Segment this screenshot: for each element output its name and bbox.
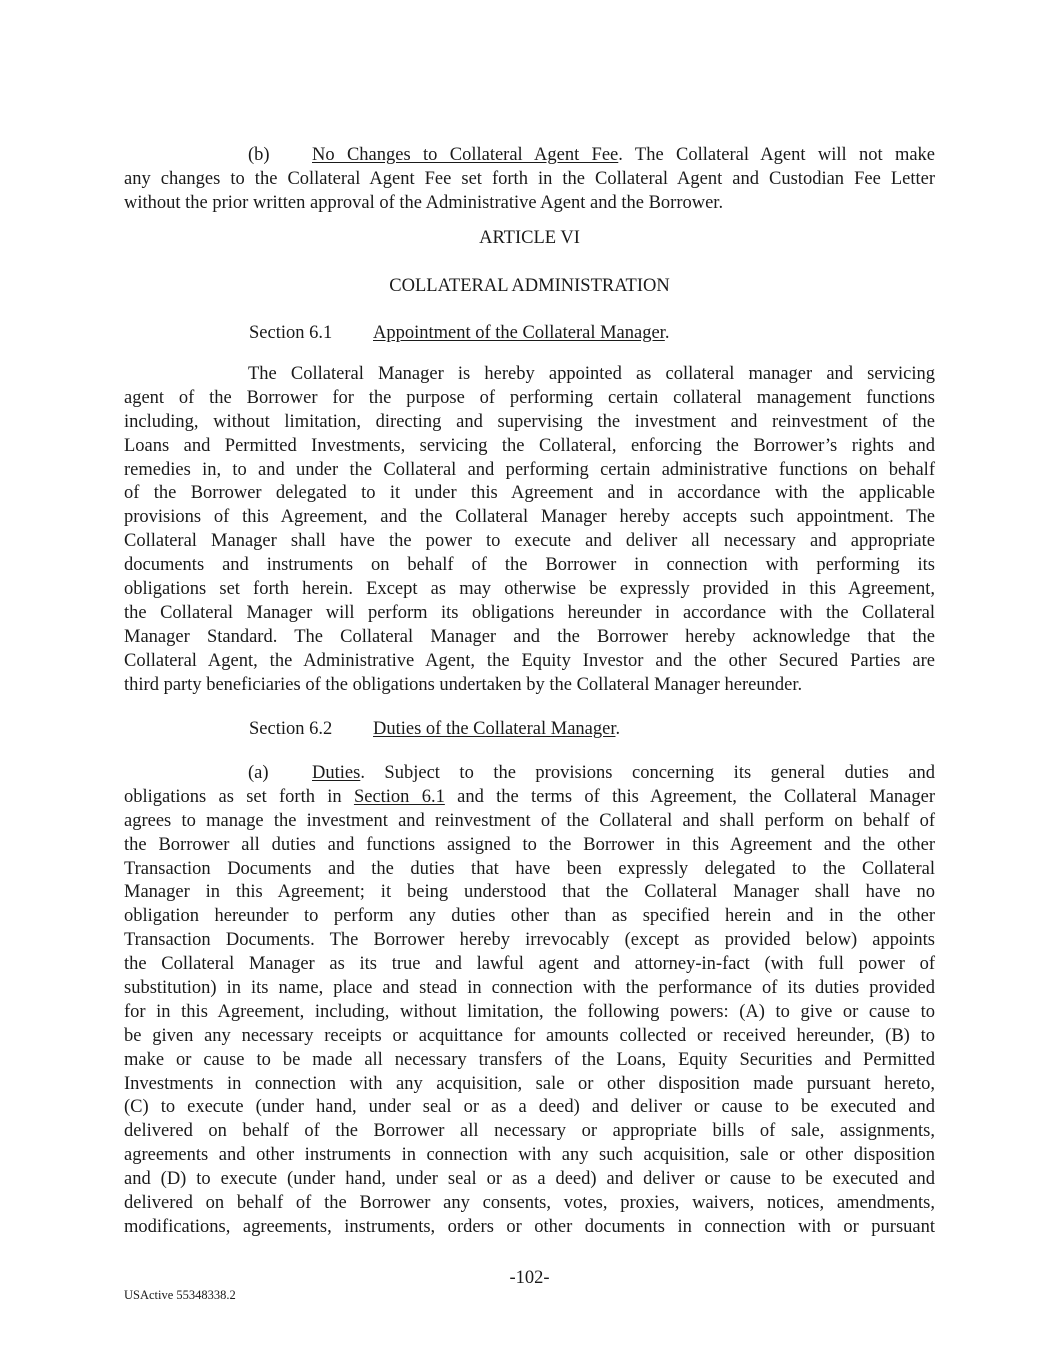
paragraph-line: obligations set forth herein. Except as may otherwise be expressly provided in this Agreement, (124, 579, 935, 600)
paragraph-line: Transaction Documents and the duties that have been expressly delegated to the Collateral (124, 858, 935, 879)
paragraph-line: agreements and other instruments in connection with any such acquisition, sale or other disposition (124, 1145, 935, 1166)
paragraph-line: without the prior written approval of the Administrative Agent and the Borrower. (124, 192, 724, 213)
paragraph-line: Collateral Manager shall have the power to execute and deliver all necessary and appropriate (124, 531, 935, 552)
paragraph-line: delivered on behalf of the Borrower any consents, votes, proxies, waivers, notices, amendments, (124, 1193, 935, 1214)
paragraph-heading: Duties (312, 763, 361, 783)
paragraph-line: make or cause to be made all necessary transfers of the Loans, Equity Securities and Permitted (124, 1049, 935, 1070)
section-6-2-body (124, 762, 935, 1240)
paragraph-line: the Collateral Manager as its true and lawful agent and attorney-in-fact (with full power of (124, 954, 935, 975)
paragraph-line: remedies in, to and under the Collateral and performing certain administrative functions on behalf (124, 459, 935, 480)
section-title: Appointment of the Collateral Manager (373, 323, 665, 343)
paragraph-line: obligation hereunder to perform any duties other than as specified herein and in the other (124, 906, 935, 927)
paragraph-text: . The Collateral Agent will not make (618, 145, 936, 165)
paragraph-line: be given any necessary receipts or acquittance for amounts collected or received hereunder, (B) to (124, 1025, 935, 1046)
paragraph-line: provisions of this Agreement, and the Collateral Manager hereby accepts such appointment. The (124, 507, 935, 528)
section-heading-6-1 (249, 321, 669, 345)
paragraph-line: the Borrower all duties and functions assigned to the Borrower in this Agreement and the other (124, 834, 935, 855)
section-number: Section 6.2 (249, 719, 333, 739)
paragraph-line: the Collateral Manager will perform its obligations hereunder in accordance with the Collateral (124, 602, 935, 623)
paragraph-line (124, 786, 935, 810)
paragraph-text: . Subject to the provisions concerning its general duties and (360, 763, 935, 783)
paragraph-line: delivered on behalf of the Borrower all necessary or appropriate bills of sale, assignments, (124, 1121, 935, 1142)
section-reference-link[interactable]: Section 6.1 (353, 786, 445, 807)
article-number: ARTICLE VI (479, 228, 580, 248)
page-number: -102- (509, 1268, 550, 1288)
paragraph-line: Transaction Documents. The Borrower hereby irrevocably (except as provided below) appoints (124, 930, 935, 951)
paragraph-line: modifications, agreements, instruments, orders or other documents in connection with or pursuant (124, 1216, 935, 1237)
paragraph-line: Collateral Agent, the Administrative Agent, the Equity Investor and the other Secured Parties are (124, 650, 935, 671)
paragraph-marker: (a) (248, 763, 269, 783)
paragraph-line: and (D) to execute (under hand, under seal or as a deed) and deliver or cause to be executed and (124, 1169, 935, 1190)
paragraph-line: including, without limitation, directing and supervising the investment and reinvestment of the (124, 411, 935, 432)
paragraph-heading: No Changes to Collateral Agent Fee (312, 145, 619, 165)
section-title-suffix: . (664, 323, 670, 343)
paragraph-line: agent of the Borrower for the purpose of performing certain collateral management functions (124, 387, 935, 408)
paragraph-line: any changes to the Collateral Agent Fee set forth in the Collateral Agent and Custodian Fee Letter (124, 168, 935, 189)
article-title: COLLATERAL ADMINISTRATION (389, 276, 670, 296)
paragraph-line: documents and instruments on behalf of the Borrower in connection with performing its (124, 555, 935, 576)
paragraph-line: agrees to manage the investment and reinvestment of the Collateral and shall perform on behalf of (124, 810, 935, 831)
paragraph-line (124, 144, 935, 168)
section-title-suffix: . (615, 719, 621, 739)
paragraph-line: third party beneficiaries of the obligations undertaken by the Collateral Manager hereunder. (124, 674, 803, 695)
paragraph-text: and the terms of this Agreement, the Collateral Manager (444, 786, 935, 807)
document-id: USActive 55348338.2 (124, 1288, 236, 1302)
paragraph-line: Investments in connection with any acquisition, sale or other disposition made pursuant hereto, (124, 1073, 935, 1094)
paragraph-line: for in this Agreement, including, without limitation, the following powers: (A) to give or cause to (124, 1001, 935, 1022)
section-title: Duties of the Collateral Manager (373, 719, 616, 739)
paragraph-marker: (b) (248, 145, 270, 165)
paragraph-text: obligations as set forth in (124, 786, 354, 807)
paragraph-line: Manager in this Agreement; it being understood that the Collateral Manager shall have no (124, 882, 935, 903)
section-number: Section 6.1 (249, 323, 333, 343)
paragraph-line: of the Borrower delegated to it under this Agreement and in accordance with the applicable (124, 483, 935, 504)
paragraph-line: Loans and Permitted Investments, servicing the Collateral, enforcing the Borrower’s rights and (124, 435, 935, 456)
paragraph-b (124, 144, 935, 216)
paragraph-line: Manager Standard. The Collateral Manager and the Borrower hereby acknowledge that the (124, 626, 935, 647)
paragraph-line (124, 762, 935, 786)
paragraph-line: The Collateral Manager is hereby appointed as collateral manager and servicing (248, 364, 935, 384)
section-6-1-body (124, 363, 935, 697)
section-heading-6-2 (249, 717, 620, 741)
paragraph-line: substitution) in its name, place and stead in connection with the performance of its duties provided (124, 978, 935, 999)
paragraph-line: (C) to execute (under hand, under seal or as a deed) and deliver or cause to be executed and (124, 1097, 935, 1118)
